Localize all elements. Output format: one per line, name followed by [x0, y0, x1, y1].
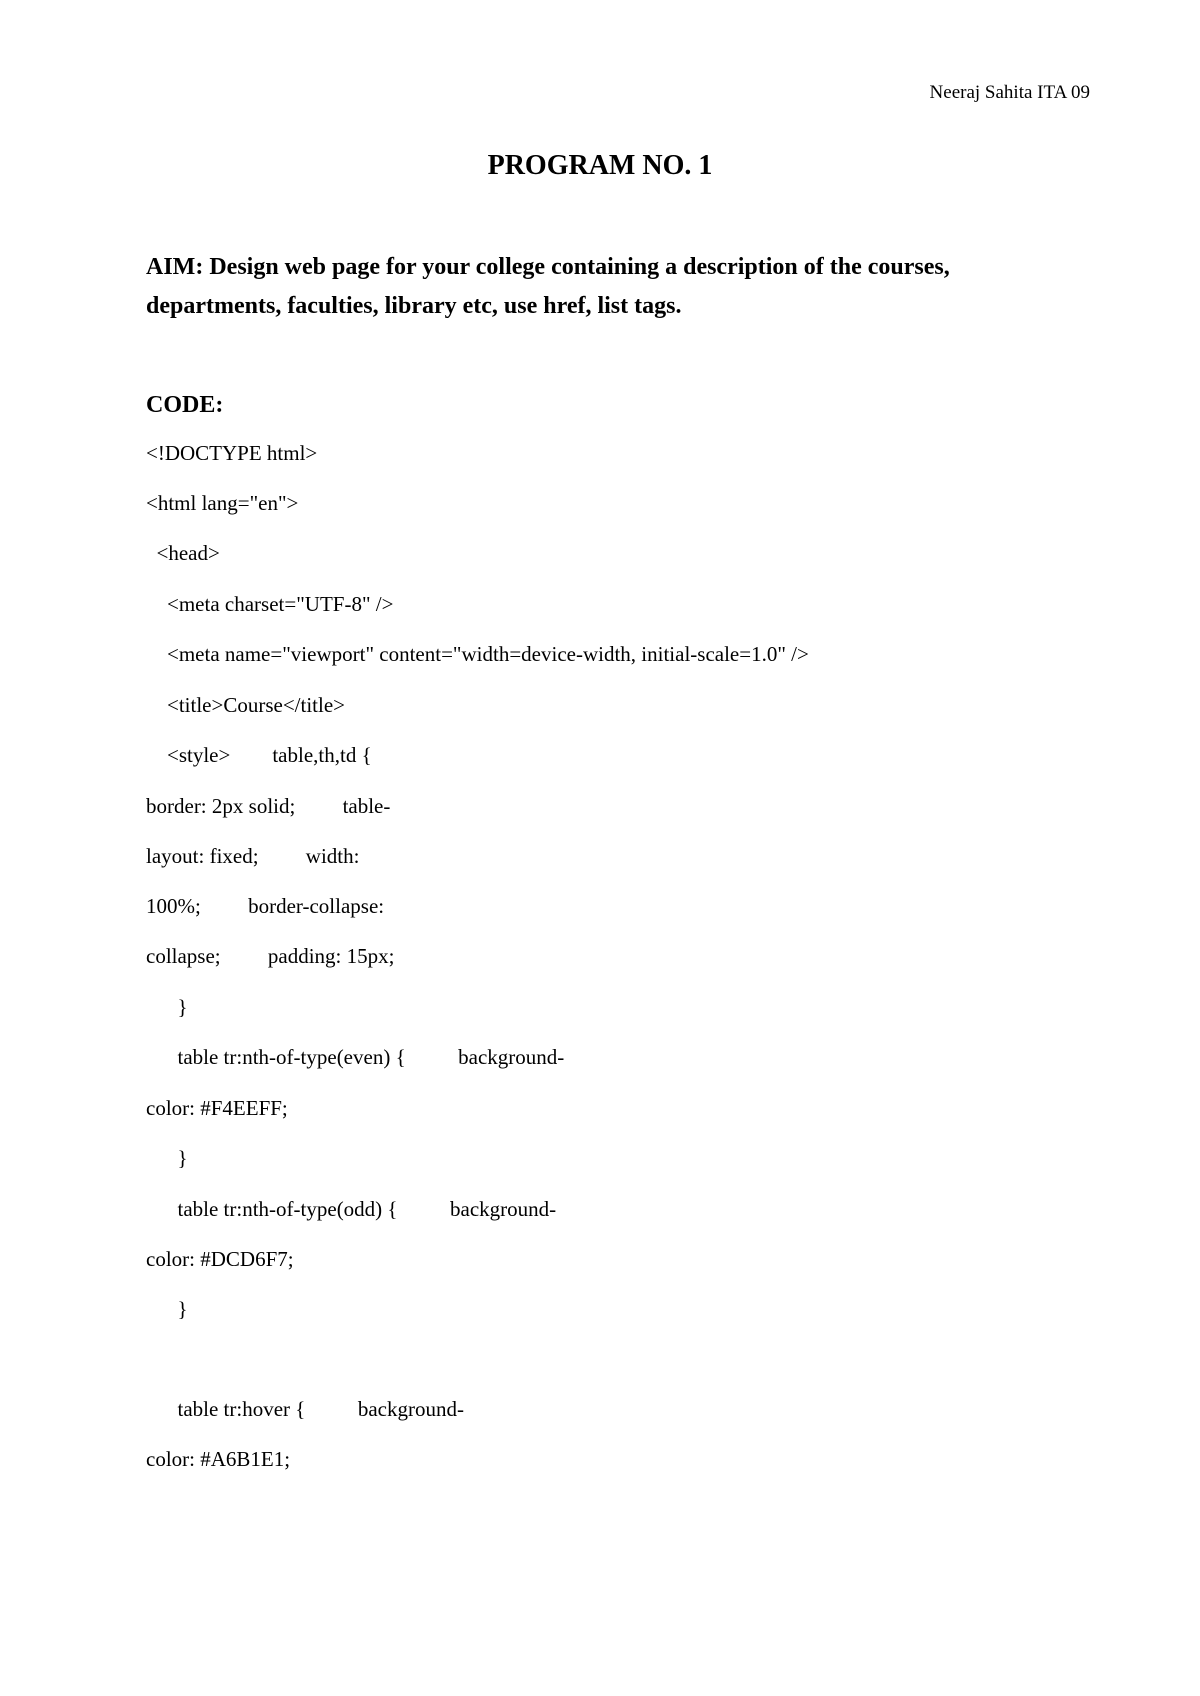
- code-line: table tr:nth-of-type(odd) { background-: [146, 1197, 557, 1221]
- code-line: table tr:nth-of-type(even) { background-: [146, 1045, 565, 1069]
- code-line: <meta charset="UTF-8" />: [146, 592, 394, 616]
- aim-label: AIM:: [146, 254, 204, 280]
- aim-paragraph: [146, 248, 1076, 326]
- program-title: PROGRAM NO. 1: [487, 150, 713, 181]
- code-line: color: #DCD6F7;: [146, 1247, 294, 1271]
- code-line: collapse; padding: 15px;: [146, 944, 395, 968]
- code-line: <html lang="en">: [146, 491, 299, 515]
- code-line: border: 2px solid; table-: [146, 794, 391, 818]
- author-header: Neeraj Sahita ITA 09: [929, 82, 1090, 103]
- code-line: }: [146, 995, 188, 1019]
- code-line: color: #A6B1E1;: [146, 1447, 291, 1471]
- code-line: }: [146, 1297, 188, 1321]
- code-heading: CODE:: [146, 392, 224, 418]
- code-line: <head>: [146, 541, 220, 565]
- page-title: [0, 150, 1200, 182]
- code-line: layout: fixed; width:: [146, 844, 360, 868]
- aim-text: Design web page for your college containing a description of the courses, departments, faculties, library etc, use href, list tags.: [146, 254, 950, 319]
- code-line: }: [146, 1146, 188, 1170]
- code-line: <!DOCTYPE html>: [146, 441, 318, 465]
- code-line: 100%; border-collapse:: [146, 894, 385, 918]
- code-line: <style> table,th,td {: [146, 743, 372, 767]
- code-line: <meta name="viewport" content="width=device-width, initial-scale=1.0" />: [146, 642, 809, 666]
- code-line: table tr:hover { background-: [146, 1397, 464, 1421]
- code-line: color: #F4EEFF;: [146, 1096, 288, 1120]
- code-line: <title>Course</title>: [146, 693, 346, 717]
